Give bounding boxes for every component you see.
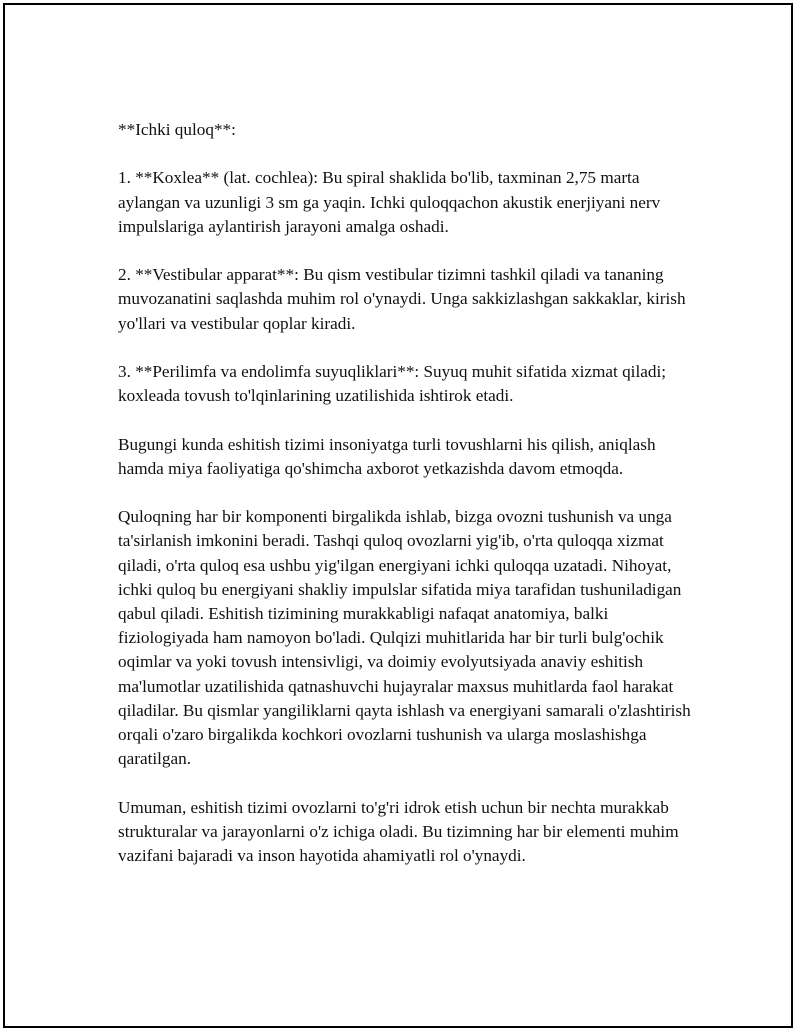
list-item-vestibular: 2. **Vestibular apparat**: Bu qism vestibular tizimni tashkil qiladi va tananing muvozanatini saqlashda muhim rol o'ynaydi. Unga sakkizlashgan sakkaklar, kirish yo'llari va vestibular qoplar kiradi. <box>118 265 686 333</box>
paragraph-today: Bugungi kunda eshitish tizimi insoniyatga turli tovushlarni his qilish, aniqlash hamda miya faoliyatiga qo'shimcha axborot yetkazishda davom etmoqda. <box>118 434 656 478</box>
paragraph-conclusion: Umuman, eshitish tizimi ovozlarni to'g'ri idrok etish uchun bir nechta murakkab strukturalar va jarayonlarni o'z ichiga oladi. Bu tizimning har bir elementi muhim vazifani bajaradi va inson hayotida ahamiyatli rol o'ynaydi. <box>118 797 679 865</box>
section-heading: **Ichki quloq**: <box>118 120 236 139</box>
document-body <box>118 118 698 868</box>
list-item-perilymph: 3. **Perilimfa va endolimfa suyuqliklari**: Suyuq muhit sifatida xizmat qiladi; koxleada tovush to'lqinlarining uzatilishida ishtirok etadi. <box>118 361 667 406</box>
paragraph-components: Quloqning har bir komponenti birgalikda ishlab, bizga ovozni tushunish va unga ta'sirlanish imkonini beradi. Tashqi quloq ovozlarni yig'ib, o'rta quloqqa xizmat qiladi, o'rta quloq esa ushbu yig'ilgan energiyani ichki quloqqa uzatadi. Nihoyat, ichki quloq bu energiyani shakliy impulslar sifatida miya tarafidan tushuniladigan qabul qiladi. Eshitish tizimining murakkabligi nafaqat anatomiya, balki fiziologiyada ham namoyon bo'ladi. Qulqizi muhitlarida har bir turli bulg'ochik oqimlar va yoki tovush intensivligi, va doimiy evolyutsiyada anaviy eshitish ma'lumotlar uzatilishida qatnashuvchi hujayralar maxsus muhitlarda faol harakat qiladilar. Bu qismlar yangiliklarni qayta ishlash va energiyani samarali o'zlashtirish orqali o'zaro birgalikda kochkori ovozlarni tushunish va ularga moslashishga qaratilgan. <box>118 507 691 769</box>
list-item-cochlea: 1. **Koxlea** (lat. cochlea): Bu spiral shaklida bo'lib, taxminan 2,75 marta aylangan va uzunligi 3 sm ga yaqin. Ichki quloqqachon akustik enerjiyani nerv impulslariga aylantirish jarayoni amalga oshadi. <box>118 168 661 236</box>
